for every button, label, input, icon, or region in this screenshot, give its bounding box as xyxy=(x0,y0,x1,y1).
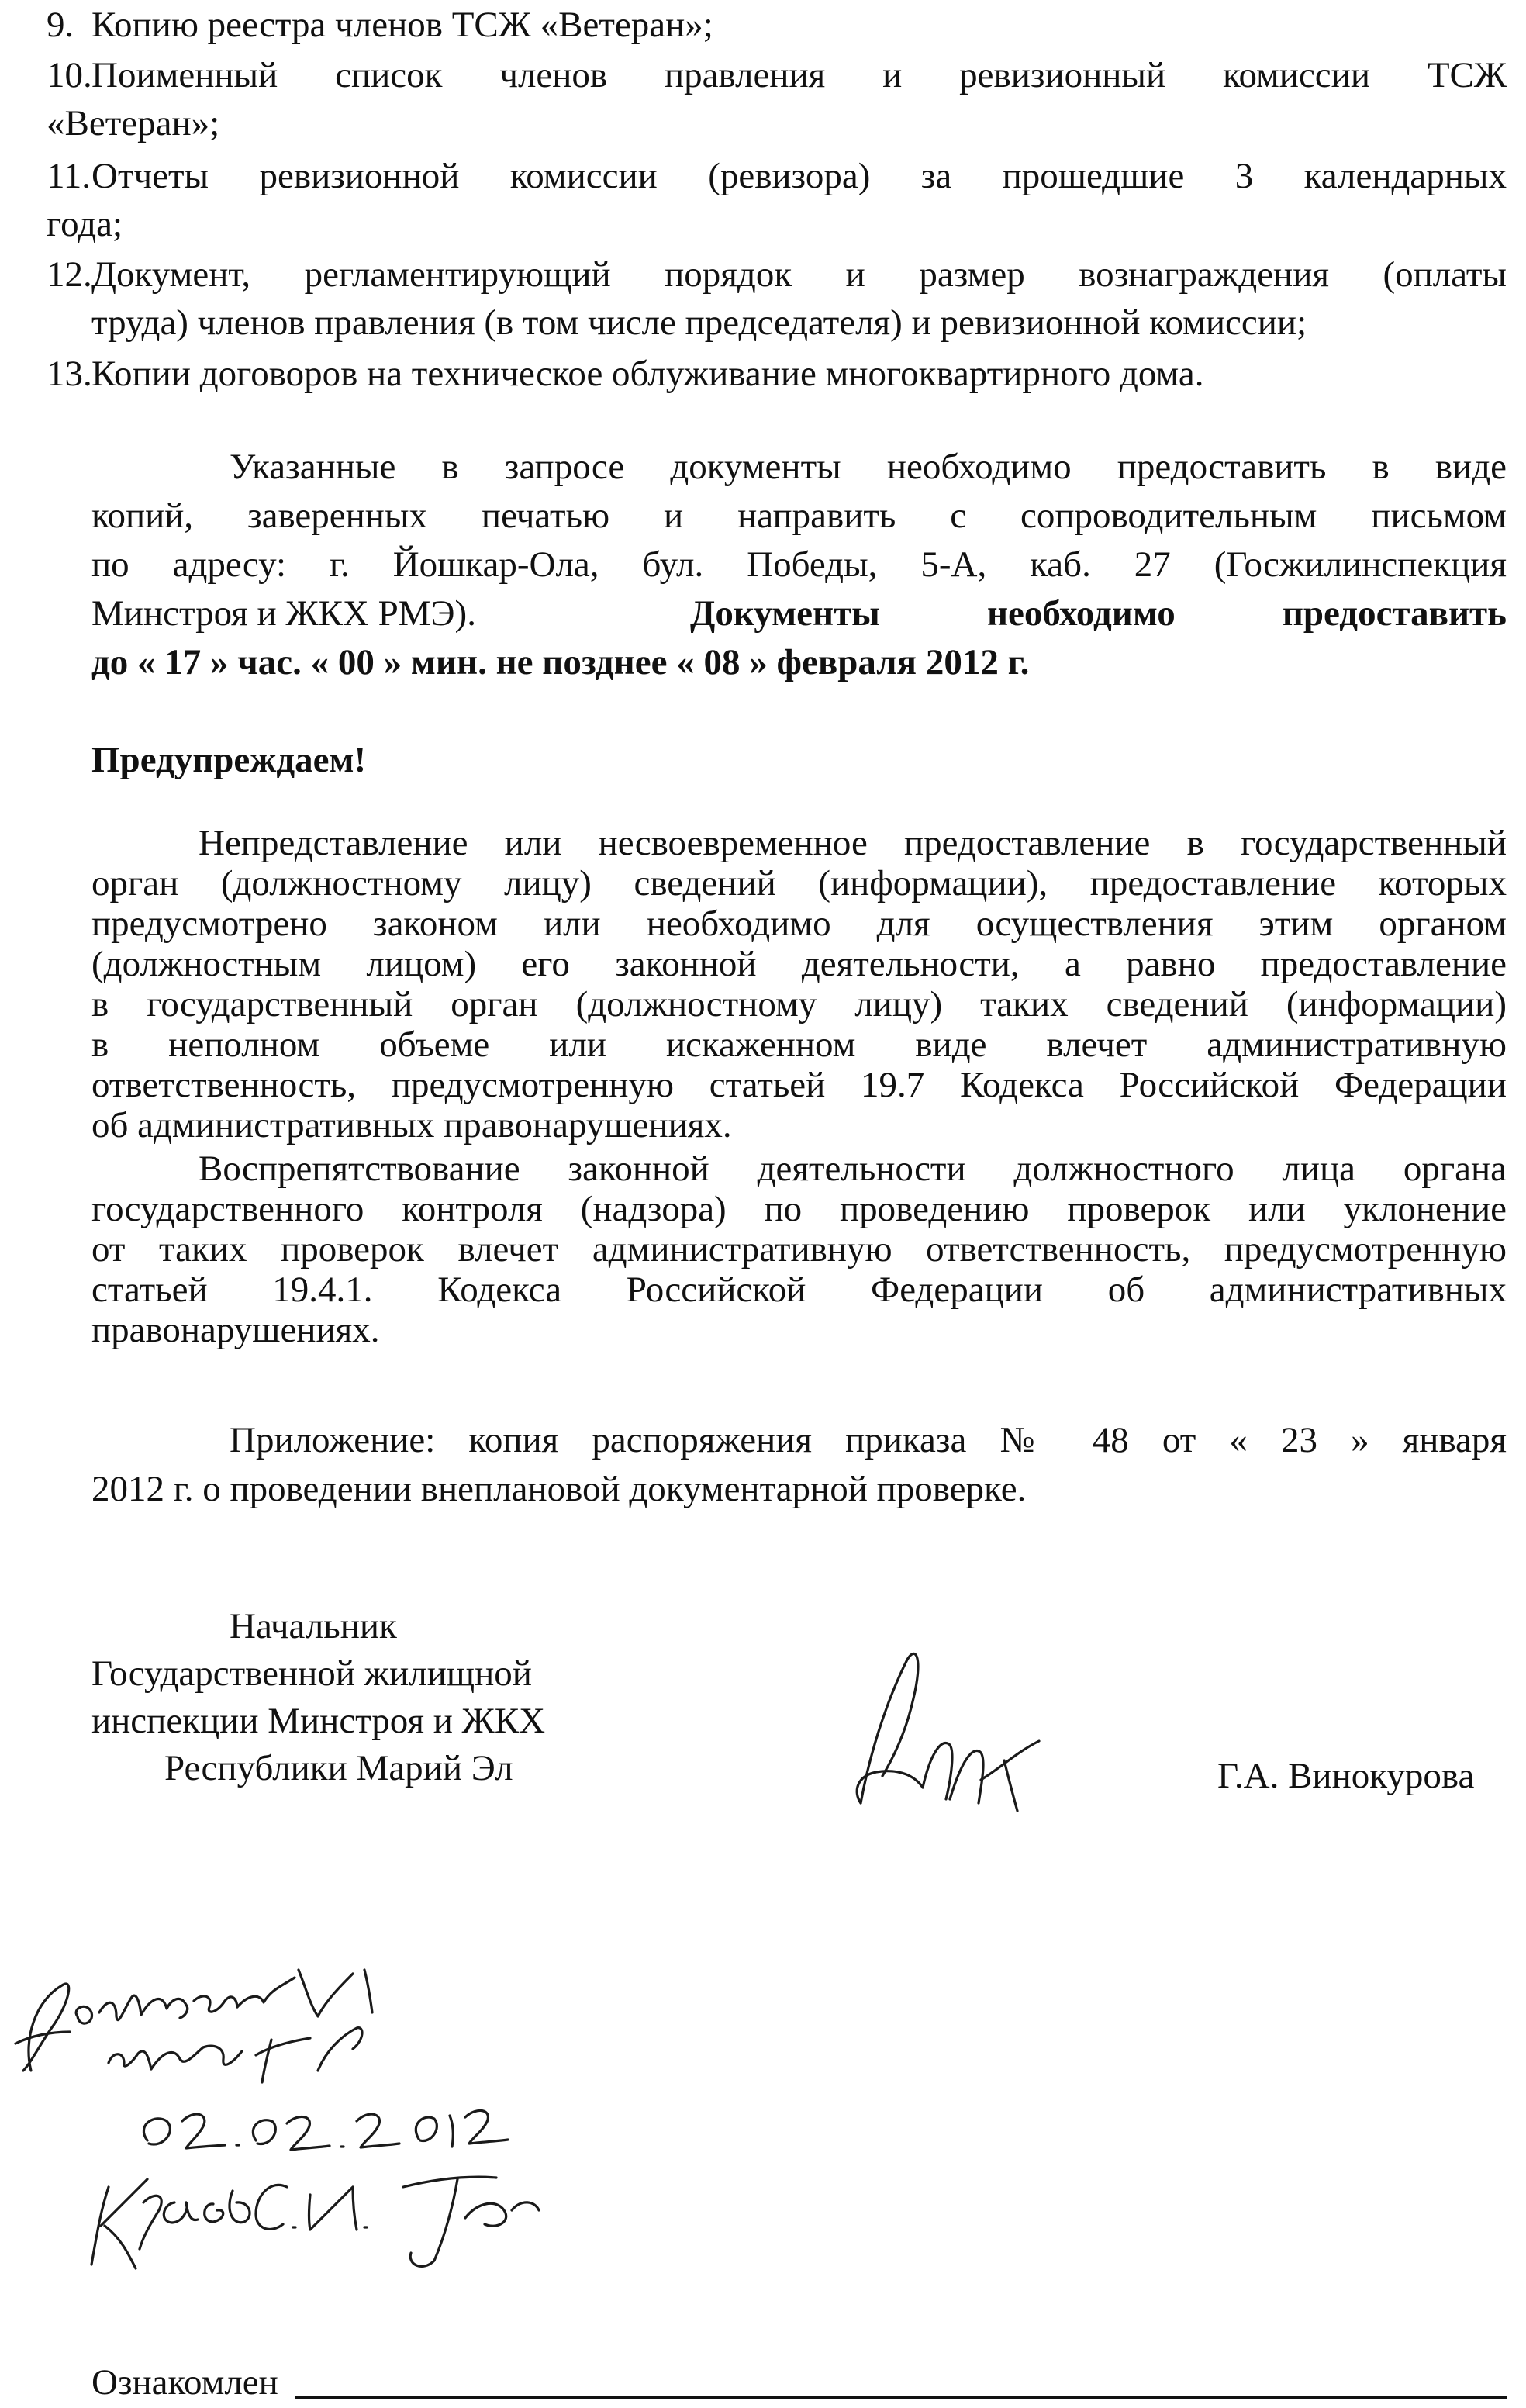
signatory-line: инспекции Минстроя и ЖКХ xyxy=(91,1701,546,1741)
attachment-text: 2012 г. о проведении внеплановой документарной проверке. xyxy=(91,1469,1027,1509)
warning-text: в государственный орган (должностному лицу) таких сведений (информации) xyxy=(91,984,1507,1024)
warning-text: орган (должностному лицу) сведений (информации), предоставление которых xyxy=(91,863,1507,903)
attachment-text: Приложение: копия распоряжения приказа № 48 от « 23 » января xyxy=(230,1420,1507,1460)
acknowledged-label: Ознакомлен xyxy=(91,2362,278,2403)
list-number: 10. xyxy=(47,55,92,95)
list-item-text: года; xyxy=(47,204,123,244)
handwritten-note xyxy=(0,1954,543,2280)
warning-text: правонарушениях. xyxy=(91,1310,380,1350)
warning-text: в неполном объеме или искаженном виде влечет административную xyxy=(91,1024,1507,1065)
signature-mark xyxy=(814,1644,1047,1815)
signatory-name: Г.А. Винокурова xyxy=(1217,1756,1475,1796)
list-number: 13. xyxy=(47,354,92,394)
warning-text: Непредставление или несвоевременное предоставление в государственный xyxy=(199,823,1507,863)
deadline-text: до « 17 » час. « 00 » мин. не позднее « 08 » февраля 2012 г. xyxy=(91,642,1030,682)
list-item-text: «Ветеран»; xyxy=(47,103,220,143)
list-number: 11. xyxy=(47,156,91,196)
request-line: Минстроя и ЖКХ РМЭ). xyxy=(91,593,476,634)
warning-text: (должностным лицом) его законной деятельности, а равно предоставление xyxy=(91,944,1507,984)
acknowledged-signature-line[interactable] xyxy=(295,2396,1507,2399)
list-item-text: Отчеты ревизионной комиссии (ревизора) за прошедшие 3 календарных xyxy=(91,156,1507,196)
list-item-text: Копии договоров на техническое облуживание многоквартирного дома. xyxy=(91,354,1204,394)
warning-text: предусмотрено законом или необходимо для осуществления этим органом xyxy=(91,903,1507,944)
list-item-text: Копию реестра членов ТСЖ «Ветеран»; xyxy=(91,5,713,45)
deadline-text: Документы необходимо предоставить xyxy=(690,593,1507,634)
signatory-line: Республики Марий Эл xyxy=(164,1748,513,1788)
signatory-line: Начальник xyxy=(230,1606,397,1646)
warning-text: статьей 19.4.1. Кодекса Российской Федерации об административных xyxy=(91,1270,1507,1310)
request-line: Указанные в запросе документы необходимо предоставить в виде xyxy=(230,447,1507,487)
list-number: 9. xyxy=(47,5,74,45)
warning-text: от таких проверок влечет административную ответственность, предусмотренную xyxy=(91,1229,1507,1270)
list-item-text: Документ, регламентирующий порядок и размер вознаграждения (оплаты xyxy=(91,254,1507,295)
warning-text: Воспрепятствование законной деятельности должностного лица органа xyxy=(199,1149,1507,1189)
list-item-text: труда) членов правления (в том числе председателя) и ревизионной комиссии; xyxy=(91,302,1307,343)
list-number: 12. xyxy=(47,254,92,295)
warning-text: об административных правонарушениях. xyxy=(91,1105,732,1145)
warning-heading: Предупреждаем! xyxy=(91,740,367,780)
warning-text: ответственность, предусмотренную статьей 19.7 Кодекса Российской Федерации xyxy=(91,1065,1507,1105)
signatory-line: Государственной жилищной xyxy=(91,1653,532,1694)
request-line: по адресу: г. Йошкар-Ола, бул. Победы, 5-А, каб. 27 (Госжилинспекция xyxy=(91,544,1507,585)
request-line: копий, заверенных печатью и направить с сопроводительным письмом xyxy=(91,496,1507,536)
list-item-text: Поименный список членов правления и ревизионный комиссии ТСЖ xyxy=(91,55,1507,95)
warning-text: государственного контроля (надзора) по проведению проверок или уклонение xyxy=(91,1189,1507,1229)
